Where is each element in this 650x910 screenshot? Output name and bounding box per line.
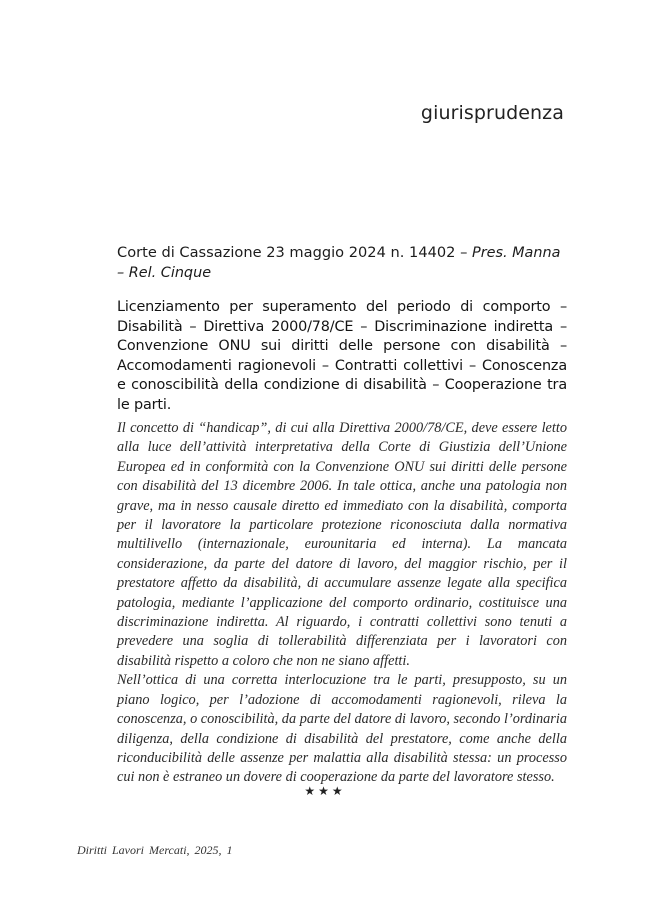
header-separator: – <box>455 244 473 261</box>
section-label: giurisprudenza <box>420 102 564 124</box>
massima <box>117 419 567 788</box>
massima-paragraph-1: Il concetto di “handicap”, di cui alla Direttiva 2000/78/CE, deve essere letto alla luce dell’attività interpretativa della Corte di Giustizia dell’Unione Europea ed in conformità con la Convenzione ONU sui diritti delle persone con disabilità del 13 dicembre 2006. In tale ottica, anche una patologia non grave, ma in nesso causale diretto ed immediato con la disabilità, comporta per il lavoratore la particolare protezione riconosciuta dalla normativa multilivello (internazionale, eurounitaria ed interna). La mancata considerazione, da parte del datore di lavoro, del maggior rischio, per il prestatore affetto da disabilità, di accumulare assenze legate alla specifica patologia, mediante l’applicazione del comporto ordinario, costituisce una discriminazione indiretta. Al riguardo, i contratti collettivi sono tenuti a prevedere una soglia di tollerabilità differenziata per i lavoratori con disabilità rispetto a coloro che non ne siano affetti. <box>117 420 567 669</box>
page-footer: Diritti Lavori Mercati, 2025, 1 <box>77 843 233 857</box>
court-decision: Corte di Cassazione 23 maggio 2024 n. 14402 <box>117 244 456 261</box>
section-separator-stars: ★★★ <box>304 784 346 798</box>
case-header <box>117 243 567 283</box>
keywords-block: Licenziamento per superamento del periodo di comporto – Disabilità – Direttiva 2000/78/CE – Discriminazione indiretta – Convenzione ONU sui diritti delle persone con disabilità – Accomodamenti ragionevoli – Contratti collettivi – Conoscenza e conoscibilità della condizione di disabilità – Cooperazione tra le parti. <box>117 299 567 413</box>
massima-paragraph-2: Nell’ottica di una corretta interlocuzione tra le parti, presupposto, su un piano logico, per l’adozione di accomodamenti ragionevoli, rileva la conoscenza, o conoscibilità, da parte del datore di lavoro, secondo l’ordinaria diligenza, della condizione di disabilità del prestatore, come anche della riconducibilità delle assenze per malattia alla disabilità stessa: un processo cui non è estraneo un dovere di cooperazione da parte del lavoratore stesso. <box>117 672 567 786</box>
judges: Pres. Manna – Rel. Cinque <box>117 245 561 281</box>
